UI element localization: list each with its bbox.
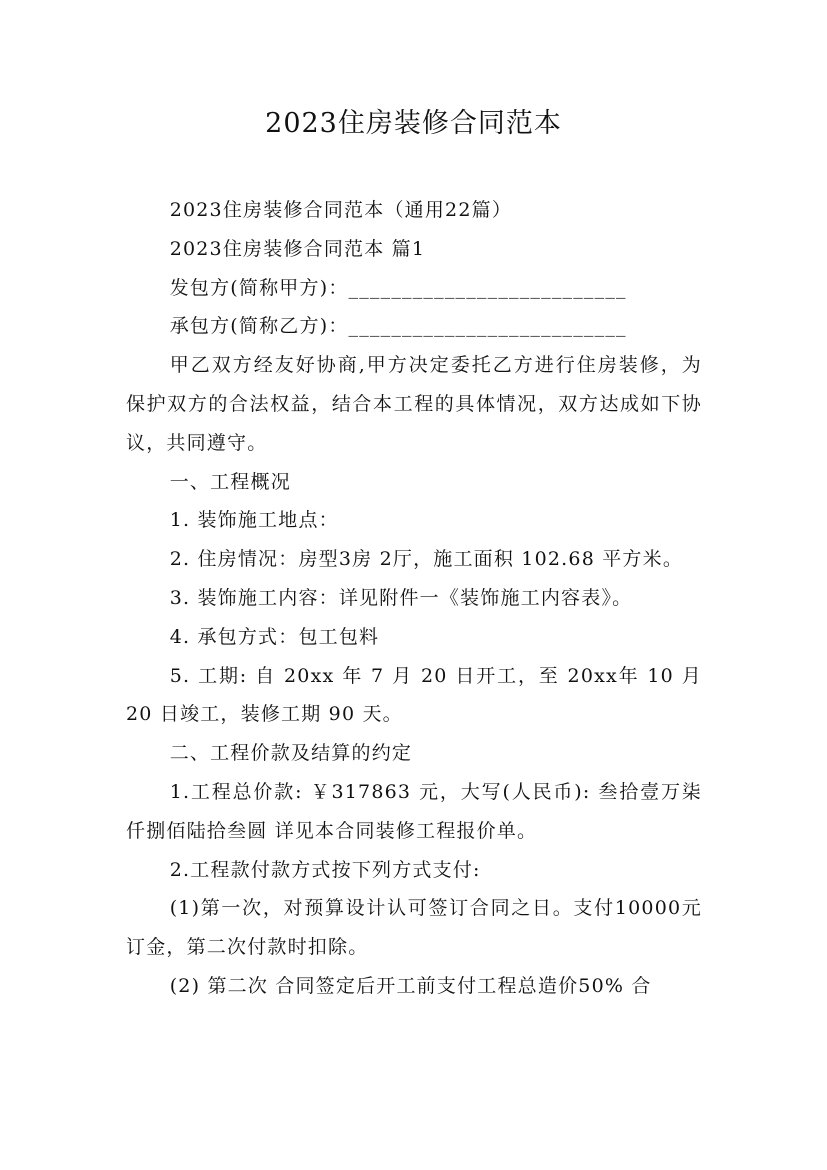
clause-total-price: 1.工程总价款: ￥317863 元，大写(人民币): 叁拾壹万柒仟捌佰陆拾叁圆 详见本合同装修工程报价单。 [126, 780, 702, 842]
clause-content: 3. 装饰施工内容：详见附件一《装饰施工内容表》。 [169, 586, 633, 609]
paragraph-party-a: 发包方(简称甲方)：__________________________ [169, 276, 627, 299]
clause-second-payment: (2) 第二次 合同签定后开工前支付工程总造价50% 合 [169, 974, 652, 997]
clause-schedule: 5. 工期: 自 20xx 年 7 月 20 日开工，至 20xx年 10 月 20 日竣工，装修工期 90 天。 [126, 664, 710, 726]
document-body [126, 191, 710, 1006]
paragraph-subtitle: 2023住房装修合同范本（通用22篇） [169, 199, 513, 221]
paragraph-party-b: 承包方(简称乙方)：__________________________ [169, 315, 627, 338]
document-title: 2023住房装修合同范本 [265, 108, 562, 139]
heading-price-settlement: 二、工程价款及结算的约定 [169, 742, 413, 765]
clause-first-payment: (1)第一次，对预算设计认可签订合同之日。支付10000元订金，第二次付款时扣除。 [126, 897, 702, 959]
paragraph-section-heading: 2023住房装修合同范本 篇1 [169, 237, 426, 260]
paragraph-intro: 甲乙双方经友好协商,甲方决定委托乙方进行住房装修，为保护双方的合法权益，结合本工程的具体情况，双方达成如下协议，共同遵守。 [126, 354, 702, 454]
clause-payment-method: 2.工程款付款方式按下列方式支付: [169, 858, 481, 881]
clause-location: 1. 装饰施工地点： [169, 509, 339, 532]
clause-housing: 2. 住房情况：房型3房 2厅，施工面积 102.68 平方米。 [169, 548, 684, 571]
clause-contract-type: 4. 承包方式：包工包料 [169, 625, 380, 648]
heading-project-overview: 一、工程概况 [169, 470, 291, 493]
